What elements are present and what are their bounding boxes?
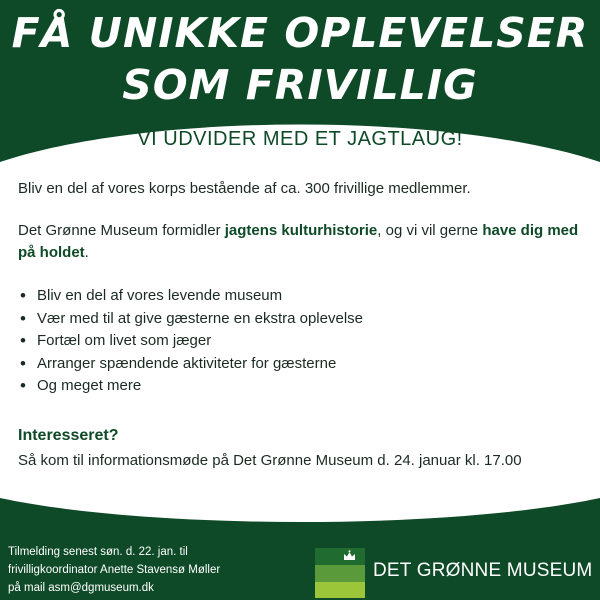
benefits-list <box>18 285 363 398</box>
list-item: • Vær med til at give gæsterne en ekstra oplevelse <box>18 308 363 331</box>
crown-stripes-logo-icon <box>315 548 365 598</box>
list-item: • Arranger spændende aktiviteter for gæsterne <box>18 353 363 376</box>
museum-brand-name: DET GRØNNE MUSEUM <box>373 560 593 581</box>
signup-deadline: Tilmelding senest søn. d. 22. jan. til <box>8 546 188 558</box>
signup-contact: frivilligkoordinator Anette Stavensø Møller <box>8 564 221 576</box>
paragraph-text: . <box>84 244 89 261</box>
highlight-hunting-history: jagtens kulturhistorie <box>224 222 378 239</box>
headline-line-2: SOM FRIVILLIG <box>122 61 478 109</box>
list-item: • Og meget mere <box>18 375 363 398</box>
subheadline: VI UDVIDER MED ET JAGTLAUG! <box>137 128 463 150</box>
list-item: • Fortæl om livet som jæger <box>18 330 363 353</box>
interest-heading: Interesseret? <box>18 427 119 444</box>
museum-paragraph <box>18 220 588 264</box>
paragraph-text: Det Grønne Museum formidler <box>18 222 225 239</box>
list-item: • Bliv en del af vores levende museum <box>18 285 363 308</box>
paragraph-text: , og vi vil gerne <box>377 222 483 239</box>
intro-paragraph: Bliv en del af vores korps bestående af ca. 300 frivillige medlemmer. <box>18 180 471 197</box>
headline-line-1: FÅ UNIKKE OPLEVELSER <box>11 9 589 57</box>
signup-email[interactable]: på mail asm@dgmuseum.dk <box>8 582 154 594</box>
highlight-join-team: have dig med på holdet <box>18 222 579 261</box>
info-meeting-text: Så kom til informationsmøde på Det Grønne Museum d. 24. januar kl. 17.00 <box>18 452 522 469</box>
